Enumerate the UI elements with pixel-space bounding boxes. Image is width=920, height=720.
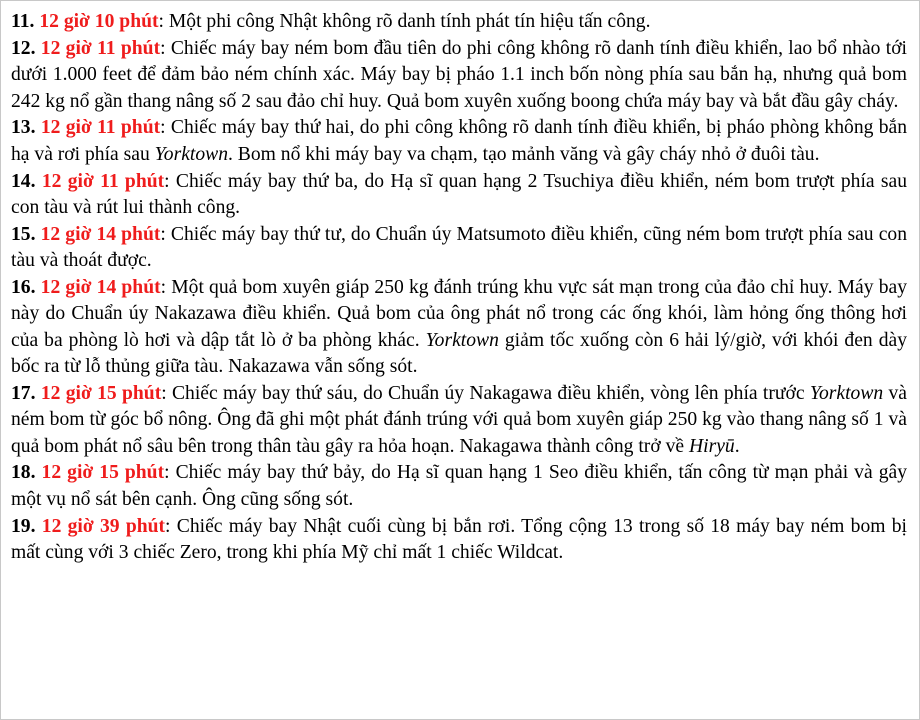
timeline-entry — [11, 36, 907, 115]
entry-number: 13. — [11, 117, 36, 139]
entry-text: . — [734, 435, 740, 457]
entry-separator: : — [160, 37, 171, 59]
entry-text: Chiếc máy bay thứ hai, do phi công không rõ danh tính điều khiển, bị pháo phòng không bắn hạ và rơi phía sau — [11, 117, 908, 165]
entry-number: 14. — [11, 170, 36, 192]
timeline-entry — [11, 115, 907, 168]
entry-number: 18. — [11, 462, 36, 484]
entry-separator: : — [164, 170, 176, 192]
timeline-entry — [11, 514, 907, 567]
ship-name: Yorktown — [154, 143, 228, 165]
entry-text: . Bom nổ khi máy bay va chạm, tạo mảnh văng và gây cháy nhỏ ở đuôi tàu. — [228, 143, 820, 165]
entry-text: Chiếc máy bay Nhật cuối cùng bị bắn rơi. Tổng cộng 13 trong số 18 máy bay ném bom bị mất cùng với 3 chiếc Zero, trong khi phía Mỹ chỉ mất 1 chiếc Wildcat. — [11, 515, 907, 563]
entry-number: 15. — [11, 223, 36, 245]
entry-number: 17. — [11, 382, 36, 404]
entry-timestamp: 12 giờ 11 phút — [40, 117, 161, 139]
entry-text: giảm tốc xuống còn 6 hải lý/giờ, với khói đen dày bốc ra từ lỗ thủng giữa tàu. Nakazawa vẫn sống sót. — [11, 329, 907, 377]
entry-text: Chiếc máy bay thứ ba, do Hạ sĩ quan hạng 2 Tsuchiya điều khiển, ném bom trượt phía sau con tàu và rút lui thành công. — [11, 170, 908, 218]
timeline-entry — [11, 275, 907, 380]
timeline-entry-list — [11, 9, 907, 566]
entry-separator: : — [161, 382, 172, 404]
entry-text: Chiếc máy bay thứ tư, do Chuẩn úy Matsumoto điều khiển, cũng ném bom trượt phía sau con tàu và thoát được. — [11, 223, 907, 272]
entry-timestamp: 12 giờ 39 phút — [41, 515, 166, 537]
timeline-entry — [11, 9, 907, 35]
entry-number: 19. — [11, 515, 36, 537]
ship-name: Hiryū — [688, 435, 735, 457]
ship-name: Yorktown — [425, 329, 499, 351]
entry-timestamp: 12 giờ 11 phút — [41, 170, 165, 192]
ship-name: Yorktown — [809, 382, 884, 404]
entry-timestamp: 12 giờ 11 phút — [40, 37, 161, 59]
timeline-entry — [11, 460, 907, 513]
entry-separator: : — [158, 11, 169, 32]
timeline-entry — [11, 381, 907, 460]
entry-separator: : — [160, 276, 172, 298]
entry-number: 11. — [11, 11, 35, 32]
entry-text: Một phi công Nhật không rõ danh tính phát tín hiệu tấn công. — [168, 11, 651, 32]
entry-timestamp: 12 giờ 15 phút — [40, 382, 162, 404]
entry-separator: : — [160, 117, 171, 139]
entry-separator: : — [164, 462, 176, 484]
entry-text: Chiếc máy bay thứ sáu, do Chuẩn úy Nakagawa điều khiển, vòng lên phía trước — [171, 382, 810, 404]
entry-text: Chiếc máy bay thứ bảy, do Hạ sĩ quan hạng 1 Seo điều khiển, tấn công từ mạn phải và gây một vụ nổ sát bên cạnh. Ông cũng sống sót. — [11, 462, 907, 510]
entry-separator: : — [165, 515, 177, 537]
entry-number: 12. — [11, 37, 36, 59]
entry-text: và ném bom từ góc bổ nông. Ông đã ghi một phát đánh trúng với quả bom xuyên giáp 250 kg vào thang nâng số 1 và quả bom phát nổ sâu bên trong thân tàu gây ra hỏa hoạn. Nakagawa thành công trở về — [11, 382, 907, 457]
entry-timestamp: 12 giờ 14 phút — [40, 276, 161, 298]
timeline-entry — [11, 169, 907, 222]
entry-timestamp: 12 giờ 15 phút — [41, 462, 165, 484]
timeline-entry — [11, 222, 907, 275]
entry-separator: : — [160, 223, 171, 245]
entry-text: Chiếc máy bay ném bom đầu tiên do phi công không rõ danh tính điều khiển, lao bổ nhào tới dưới 1.000 feet để đảm bảo ném chính xác. Máy bay bị pháo 1.1 inch bốn nòng phía sau bắn hạ, nhưng quả bom 242 kg nổ gần thang nâng số 2 sau đảo chỉ huy. Quả bom xuyên xuống boong chứa máy bay và bắt đầu gây cháy. — [11, 37, 908, 112]
entry-timestamp: 12 giờ 10 phút — [39, 11, 159, 32]
entry-text: Một quả bom xuyên giáp 250 kg đánh trúng khu vực sát mạn trong của đảo chỉ huy. Máy bay này do Chuẩn úy Nakazawa điều khiển. Quả bom của ông phát nổ trong các ống khói, làm hỏng ống thông hơi của ba phòng lò hơi và dập tắt lò ở ba phòng khác. — [11, 276, 907, 351]
entry-number: 16. — [11, 276, 36, 298]
entry-timestamp: 12 giờ 14 phút — [40, 223, 161, 245]
